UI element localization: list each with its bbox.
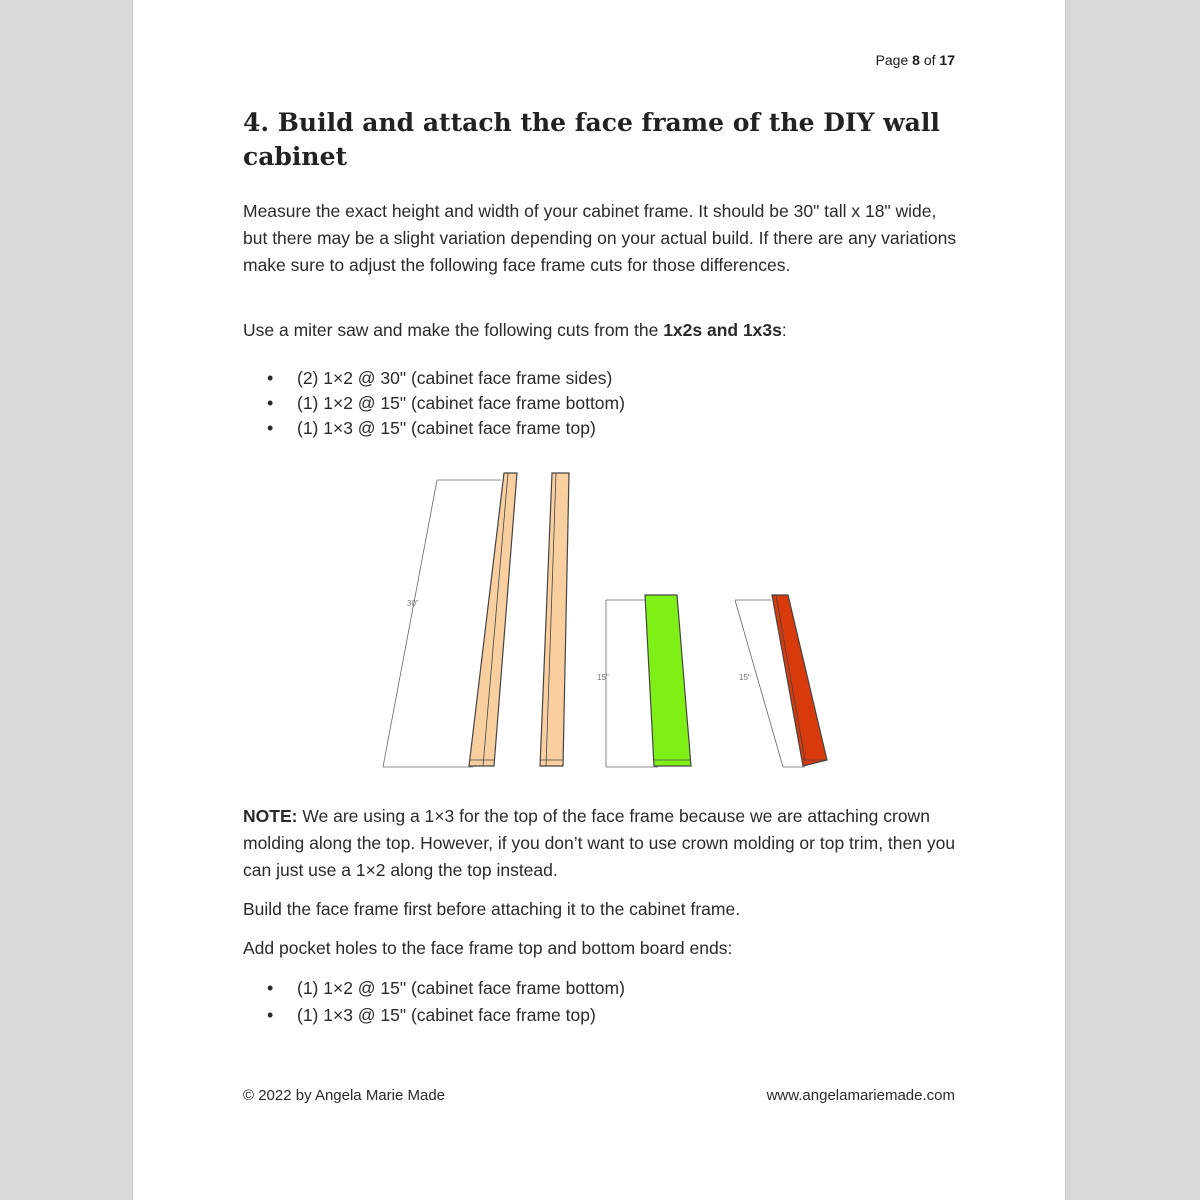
page-number [876, 52, 955, 68]
list-item: • (1) 1×2 @ 15" (cabinet face frame bottom) [243, 391, 943, 416]
cuts-intro-bold: 1x2s and 1x3s [663, 320, 782, 340]
note-label: NOTE: [243, 806, 298, 826]
page-of: of [923, 52, 936, 68]
pocket-holes-paragraph: Add pocket holes to the face frame top and bottom board ends: [243, 938, 733, 958]
cuts-intro-colon: : [781, 320, 787, 340]
document-page [132, 0, 1066, 1200]
list-item: • (2) 1×2 @ 30" (cabinet face frame sides) [243, 366, 943, 391]
page-current: 8 [912, 52, 920, 68]
note-paragraph [243, 803, 963, 884]
cuts-intro-text: Use a miter saw and make the following cuts from the [243, 320, 664, 340]
top-board [772, 595, 827, 766]
dim-label-15-top: 15" [739, 673, 751, 682]
bottom-board [645, 595, 691, 766]
list-item: • (1) 1×2 @ 15" (cabinet face frame bottom) [243, 975, 943, 1002]
build-paragraph: Build the face frame first before attaching it to the cabinet frame. [243, 899, 741, 919]
face-frame-cuts-diagram [373, 462, 843, 780]
dim-label-30: 30" [407, 599, 419, 608]
cut-list [243, 366, 943, 441]
section-title: 4. Build and attach the face frame of the DIY wall cabinet [243, 108, 940, 171]
intro-paragraph: Measure the exact height and width of your cabinet frame. It should be 30" tall x 18" wide, but there may be a slight variation depending on your actual build. If there are any variations make sure to adjust the following face frame cuts for those differences. [243, 201, 957, 275]
pocket-hole-list [243, 975, 943, 1029]
cuts-intro [243, 317, 963, 344]
dim-label-15-bottom: 15" [597, 673, 609, 682]
side-board-1 [469, 473, 517, 766]
footer-copyright: © 2022 by Angela Marie Made [243, 1087, 446, 1104]
note-text: We are using a 1×3 for the top of the face frame because we are attaching crown molding along the top. However, if you don’t want to use crown molding or top trim, then you can just use a 1×2 along the top instead. [243, 806, 956, 880]
list-item: • (1) 1×3 @ 15" (cabinet face frame top) [243, 1002, 943, 1029]
list-item: • (1) 1×3 @ 15" (cabinet face frame top) [243, 416, 943, 441]
side-board-2 [540, 473, 569, 766]
page-total: 17 [939, 52, 955, 68]
footer-website: www.angelamariemade.com [766, 1087, 955, 1104]
page-label: Page [875, 52, 909, 68]
